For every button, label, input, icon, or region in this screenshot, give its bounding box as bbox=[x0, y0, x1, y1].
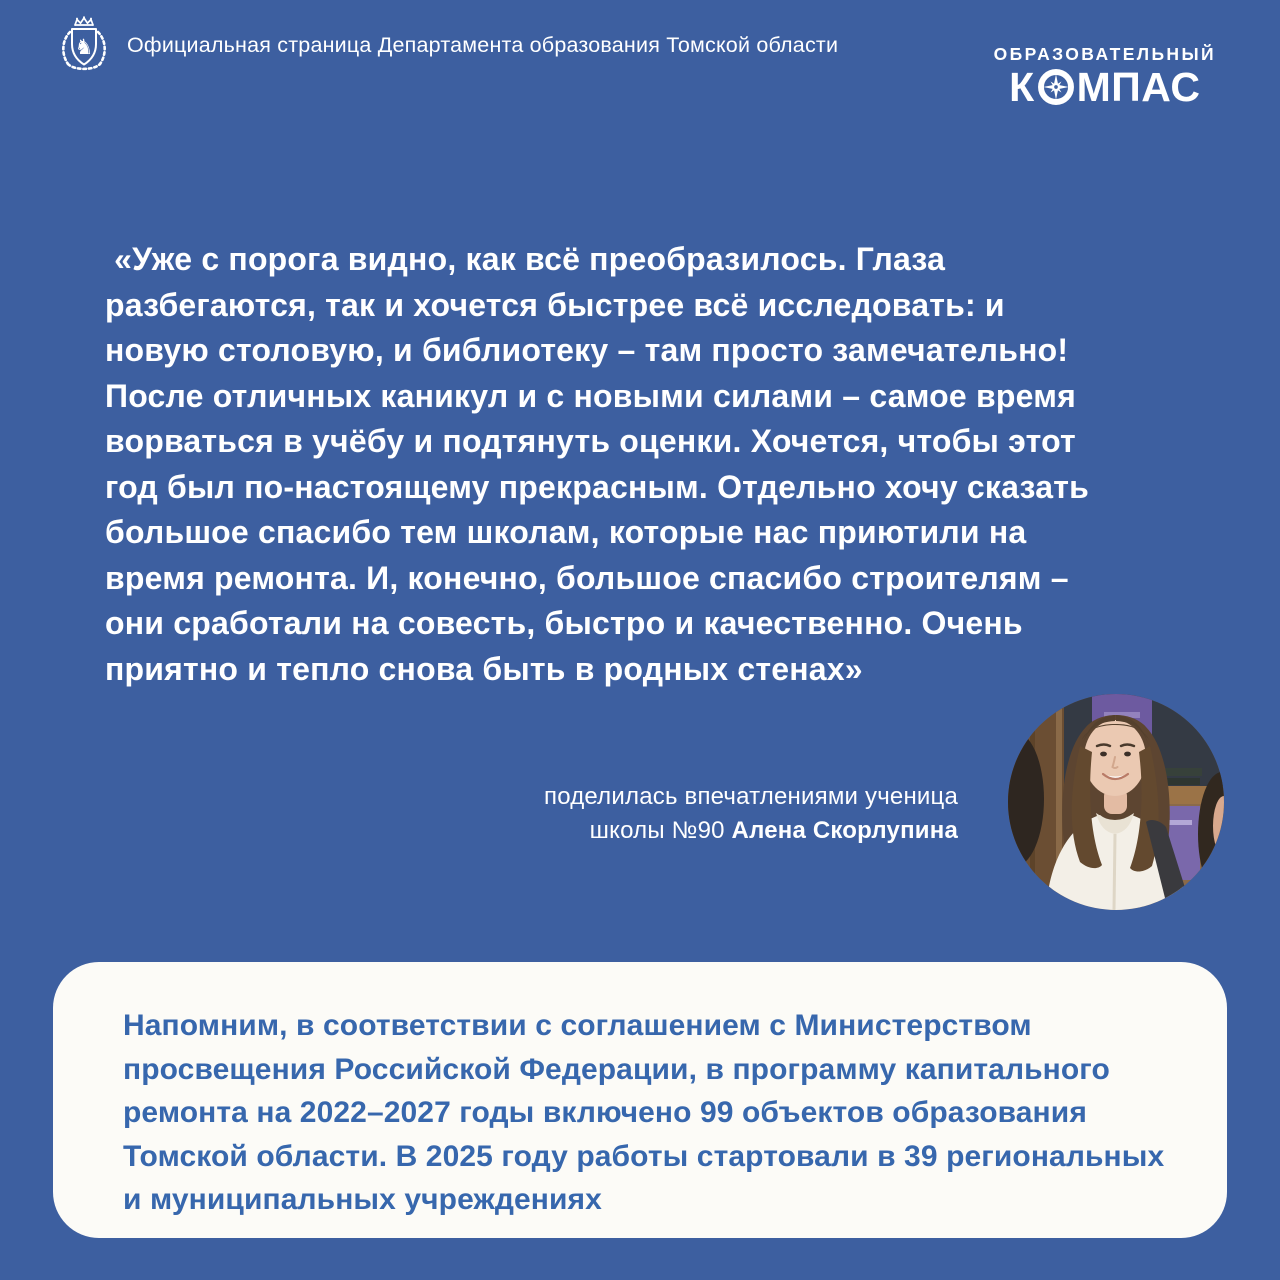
quote-line: большое спасибо тем школам, которые нас приютили на bbox=[105, 514, 1027, 550]
header bbox=[57, 16, 838, 74]
brand-logo bbox=[994, 46, 1216, 108]
brand-logo-word bbox=[1009, 63, 1201, 110]
footer-line: и муниципальных учреждениях bbox=[123, 1183, 602, 1216]
quote-line: новую столовую, и библиотеку – там просто замечательно! bbox=[105, 332, 1069, 368]
student-photo bbox=[1008, 694, 1224, 910]
student-portrait-illustration bbox=[1008, 694, 1224, 910]
attribution-line-2 bbox=[544, 814, 958, 848]
quote-line: время ремонта. И, конечно, большое спасибо строителям – bbox=[105, 559, 1069, 596]
quote-line: ворваться в учёбу и подтянуть оценки. Хочется, чтобы этот bbox=[105, 423, 1076, 459]
footer-text bbox=[123, 1004, 1164, 1222]
quote-line: приятно и тепло снова быть в родных стенах» bbox=[105, 650, 863, 687]
footer-line: просвещения Российской Федерации, в программу капитального bbox=[123, 1052, 1110, 1086]
footer-line: Томской области. В 2025 году работы стартовали в 39 региональных bbox=[123, 1139, 1165, 1173]
brand-word-prefix: К bbox=[1009, 63, 1035, 110]
quote-line: После отличных каникул и с новыми силами – самое время bbox=[105, 377, 1076, 414]
quote-text bbox=[105, 237, 1195, 692]
tomsk-coat-of-arms-icon bbox=[57, 16, 111, 74]
quote-attribution bbox=[544, 780, 958, 848]
page-title: Официальная страница Департамента образования Томской области bbox=[127, 32, 839, 57]
compass-rose-icon bbox=[1036, 67, 1076, 107]
svg-text:♞: ♞ bbox=[74, 35, 94, 59]
quote-line: они сработали на совесть, быстро и качественно. Очень bbox=[105, 605, 1023, 641]
quote-line: «Уже с порога видно, как всё преобразилось. Глаза bbox=[105, 241, 946, 277]
quote-line: разбегаются, так и хочется быстрее всё исследовать: и bbox=[105, 286, 1005, 323]
brand-word-suffix: МПАС bbox=[1076, 63, 1201, 110]
quote-line: год был по-настоящему прекрасным. Отдельно хочу сказать bbox=[105, 468, 1089, 505]
footer-card bbox=[53, 962, 1227, 1238]
attribution-school: школы №90 bbox=[589, 817, 732, 844]
footer-line: ремонта на 2022–2027 годы включено 99 объектов образования bbox=[123, 1096, 1087, 1129]
footer-line: Напомним, в соответствии с соглашением с Министерством bbox=[123, 1009, 1032, 1042]
attribution-line-1: поделилась впечатлениями ученица bbox=[544, 783, 958, 810]
attribution-student-name: Алена Скорлупина bbox=[731, 817, 958, 844]
brand-logo-top-label: ОБРАЗОВАТЕЛЬНЫЙ bbox=[993, 44, 1216, 64]
